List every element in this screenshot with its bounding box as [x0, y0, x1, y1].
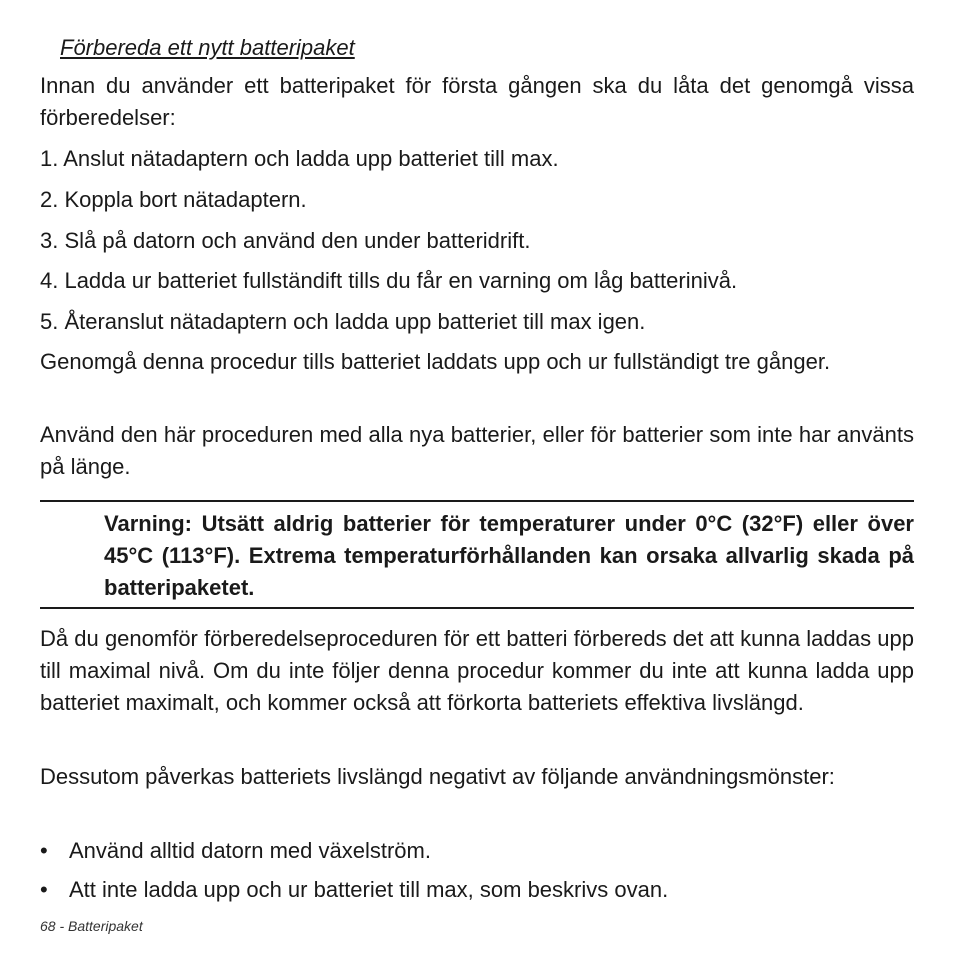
lifespan-intro-paragraph: Dessutom påverkas batteriets livslängd negativt av följande användningsmönster:	[40, 764, 835, 789]
warning-top-divider	[40, 500, 914, 502]
repeat-paragraph: Genomgå denna procedur tills batteriet laddats upp och ur fullständigt tre gånger.	[40, 349, 831, 374]
step-item-3: 3. Slå på datorn och använd den under batteridrift.	[40, 228, 531, 253]
list-item-text: Använd alltid datorn med växelström.	[69, 838, 431, 863]
step-item-5: 5. Återanslut nätadaptern och ladda upp batteriet till max igen.	[40, 309, 646, 334]
new-batteries-paragraph: Använd den här proceduren med alla nya batterier, eller för batterier som inte har använts på länge.	[40, 422, 914, 479]
bullet-mark: •	[40, 838, 48, 863]
step-item-4: 4. Ladda ur batteriet fullständift tills du får en varning om låg batterinivå.	[40, 268, 738, 293]
document-page	[40, 0, 914, 954]
warning-bottom-divider	[40, 607, 914, 609]
explanation-paragraph: Då du genomför förberedelseproceduren för ett batteri förbereds det att kunna laddas upp till maximal nivå. Om du inte följer denna procedur kommer du inte att kunna ladda upp batteriet maximalt, och kommer också att förkorta batteriets effektiva livslängd.	[40, 626, 914, 715]
section-heading: Förbereda ett nytt batteripaket	[60, 35, 355, 60]
list-item-text: Att inte ladda upp och ur batteriet till max, som beskrivs ovan.	[69, 877, 669, 902]
warning-text: Varning: Utsätt aldrig batterier för temperaturer under 0°C (32°F) eller över 45°C (113°F). Extrema temperaturförhållanden kan orsaka allvarlig skada på batteripaketet.	[104, 511, 914, 600]
page-footer: 68 - Batteripaket	[40, 918, 143, 934]
intro-paragraph: Innan du använder ett batteripaket för första gången ska du låta det genomgå vissa förberedelser:	[40, 73, 914, 130]
step-item-2: 2. Koppla bort nätadaptern.	[40, 187, 307, 212]
bullet-mark: •	[40, 877, 48, 902]
step-item-1: 1. Anslut nätadaptern och ladda upp batteriet till max.	[40, 146, 559, 171]
